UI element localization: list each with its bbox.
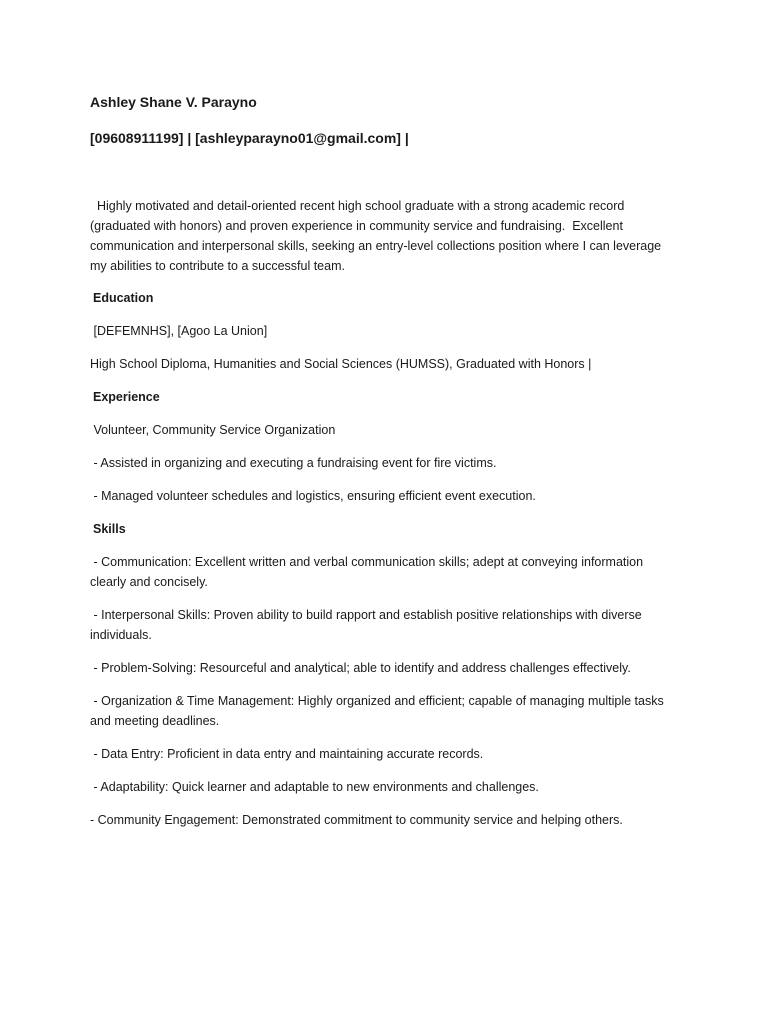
skill-item-problem-solving: - Problem-Solving: Resourceful and analytical; able to identify and address challenges effectively. bbox=[90, 661, 631, 675]
resume-content bbox=[90, 92, 680, 843]
experience-role: Volunteer, Community Service Organization bbox=[90, 423, 336, 437]
skill-item-data-entry: - Data Entry: Proficient in data entry and maintaining accurate records. bbox=[90, 747, 484, 761]
experience-heading: Experience bbox=[93, 390, 160, 404]
education-diploma: High School Diploma, Humanities and Social Sciences (HUMSS), Graduated with Honors | bbox=[90, 357, 592, 371]
skill-item-community-engagement: - Community Engagement: Demonstrated commitment to community service and helping others. bbox=[90, 813, 623, 827]
skills-heading: Skills bbox=[93, 522, 126, 536]
summary-paragraph: Highly motivated and detail-oriented recent high school graduate with a strong academic record (graduated with honors) and proven experience in community service and fundraising. Excellent communication and interpersonal skills, seeking an entry-level collections position where I can leverage my abilities to contribute to a successful team. bbox=[90, 199, 665, 273]
skill-item-adaptability: - Adaptability: Quick learner and adaptable to new environments and challenges. bbox=[90, 780, 539, 794]
education-school: [DEFEMNHS], [Agoo La Union] bbox=[90, 324, 268, 338]
resume-name: Ashley Shane V. Parayno bbox=[90, 94, 257, 110]
experience-item: - Assisted in organizing and executing a fundraising event for fire victims. bbox=[90, 456, 497, 470]
skill-item-interpersonal: - Interpersonal Skills: Proven ability to build rapport and establish positive relationships with diverse individuals. bbox=[90, 608, 646, 642]
education-heading: Education bbox=[93, 291, 154, 305]
skill-item-organization: - Organization & Time Management: Highly organized and efficient; capable of managing multiple tasks and meeting deadlines. bbox=[90, 694, 668, 728]
skill-item-communication: - Communication: Excellent written and verbal communication skills; adept at conveying information clearly and concisely. bbox=[90, 555, 647, 589]
experience-item: - Managed volunteer schedules and logistics, ensuring efficient event execution. bbox=[90, 489, 536, 503]
contact-line: [09608911199] | [ashleyparayno01@gmail.com] | bbox=[90, 130, 409, 146]
